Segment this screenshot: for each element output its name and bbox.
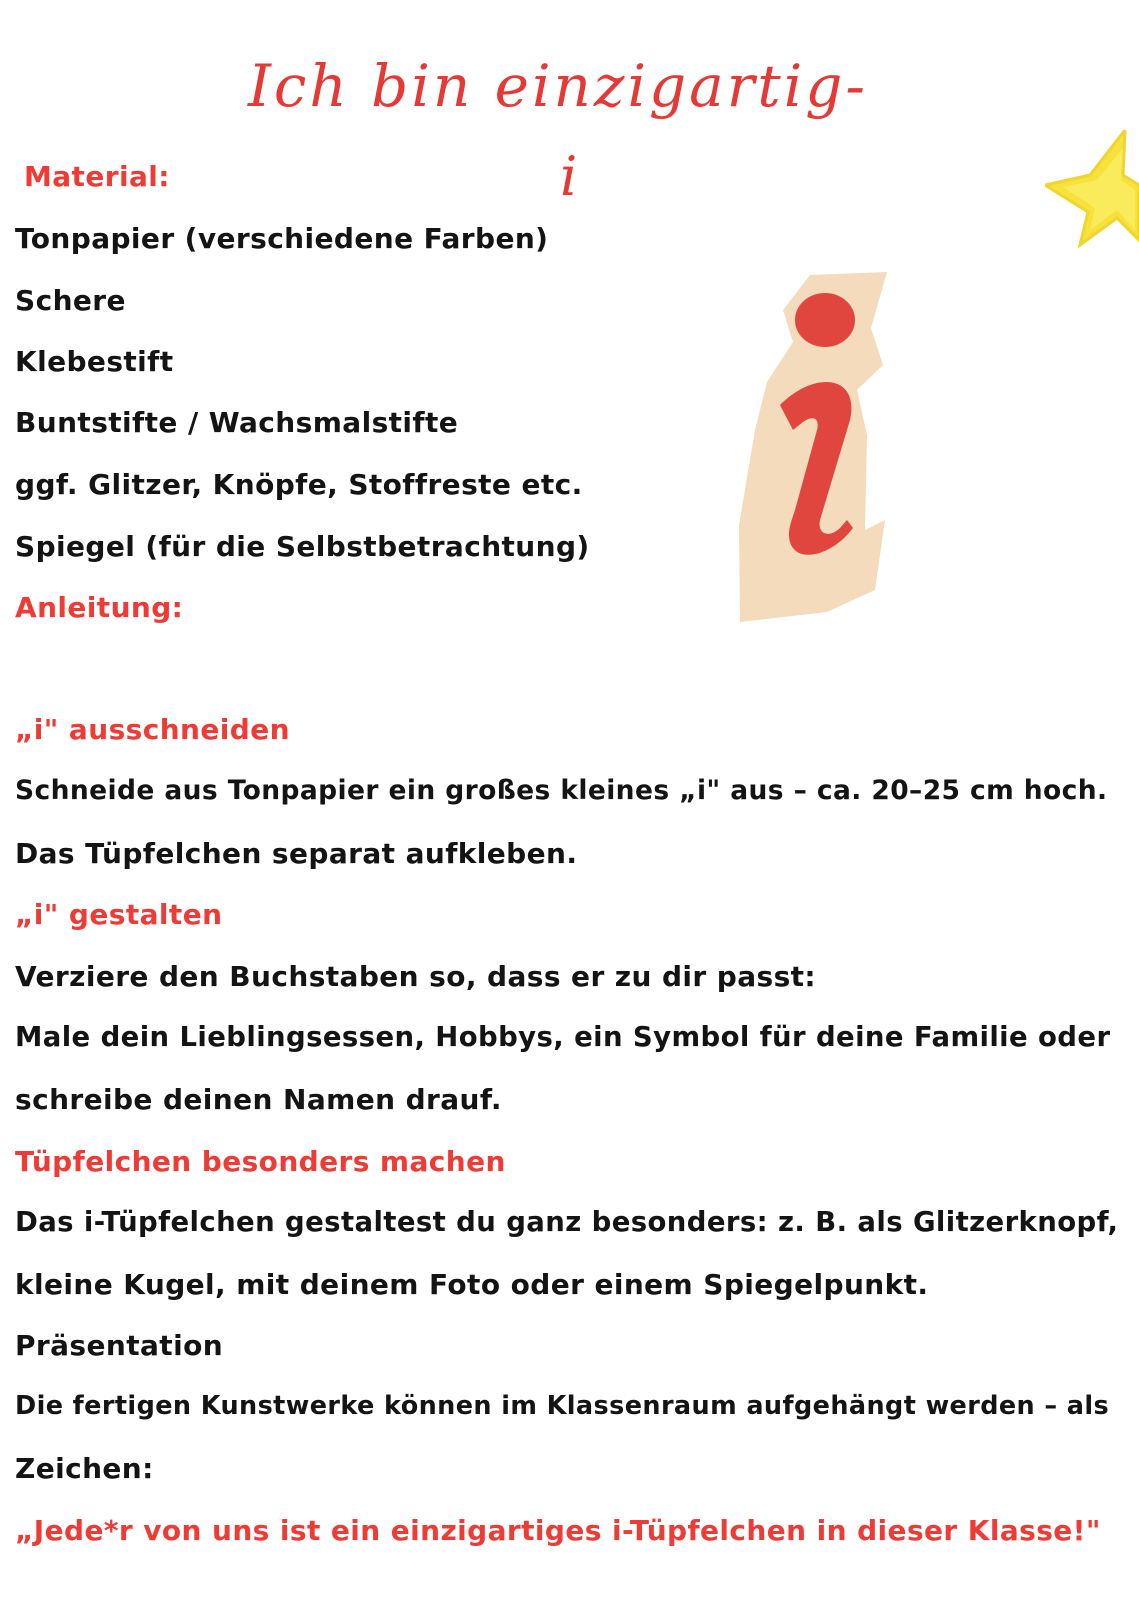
step-heading-dot: Tüpfelchen besonders machen	[15, 1145, 506, 1178]
material-item: Klebestift	[15, 345, 174, 378]
step-text: Das i-Tüpfelchen gestaltest du ganz besonders: z. B. als Glitzerknopf,	[15, 1206, 1119, 1238]
step-heading-cut: „i" ausschneiden	[15, 713, 290, 746]
instructions-heading: Anleitung:	[15, 591, 184, 624]
step-text: Male dein Lieblingsessen, Hobbys, ein Symbol für deine Familie oder	[15, 1021, 1111, 1053]
step-heading-design: „i" gestalten	[15, 898, 223, 931]
letter-i-icon	[735, 270, 905, 630]
step-text: Schneide aus Tonpapier ein großes kleines „i" aus – ca. 20–25 cm hoch.	[15, 775, 1108, 806]
material-item: ggf. Glitzer, Knöpfe, Stoffreste etc.	[15, 468, 583, 501]
step-text: Die fertigen Kunstwerke können im Klassenraum aufgehängt werden – als	[15, 1391, 1110, 1421]
closing-quote: „Jede*r von uns ist ein einzigartiges i-Tüpfelchen in dieser Klasse!"	[15, 1514, 1101, 1547]
material-heading: Material:	[24, 160, 170, 193]
title-letter-i: i	[560, 145, 578, 208]
page-title: Ich bin einzigartig-	[248, 52, 869, 120]
step-text: Verziere den Buchstaben so, dass er zu dir passt:	[15, 960, 817, 993]
star-icon	[1045, 130, 1139, 265]
step-text: kleine Kugel, mit deinem Foto oder einem Spiegelpunkt.	[15, 1268, 929, 1301]
step-heading-presentation: Präsentation	[15, 1329, 224, 1362]
step-text: schreibe deinen Namen drauf.	[15, 1083, 502, 1116]
material-item: Buntstifte / Wachsmalstifte	[15, 406, 459, 439]
material-item: Tonpapier (verschiedene Farben)	[15, 222, 549, 255]
step-text: Das Tüpfelchen separat aufkleben.	[15, 837, 578, 870]
step-text: Zeichen:	[15, 1452, 154, 1485]
material-item: Schere	[15, 284, 126, 317]
material-item: Spiegel (für die Selbstbetrachtung)	[15, 530, 590, 563]
